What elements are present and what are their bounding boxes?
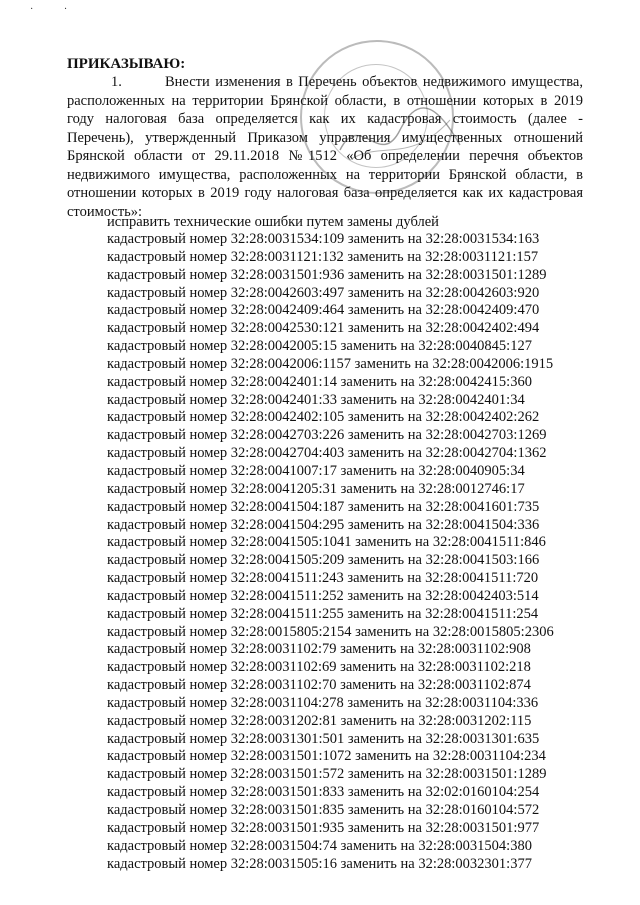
replacement-line: кадастровый номер 32:28:0042005:15 заменить на 32:28:0040845:127 (107, 338, 532, 355)
replacement-line: кадастровый номер 32:28:0042703:226 заменить на 32:28:0042703:1269 (107, 427, 547, 444)
replacement-line: кадастровый номер 32:28:0031102:70 заменить на 32:28:0031102:874 (107, 677, 531, 694)
replacement-line: кадастровый номер 32:28:0031501:935 заменить на 32:28:0031501:977 (107, 819, 540, 836)
replacement-line: кадастровый номер 32:28:0031501:1072 заменить на 32:28:0031104:234 (107, 748, 546, 765)
replacement-line: кадастровый номер 32:28:0015805:2154 заменить на 32:28:0015805:2306 (107, 623, 554, 640)
order-heading: ПРИКАЗЫВАЮ: (67, 56, 186, 72)
replacement-line: кадастровый номер 32:28:0041511:243 заменить на 32:28:0041511:720 (107, 570, 539, 587)
paragraph-text: Внести изменения в Перечень объектов недвижимого имущества, расположенных на территории Брянской области, в отношении которых в 2019 году налоговая база определяется как их кадастровая стоимость (далее - Перечень), утвержденный Приказом управления имущественных отношений Брянской области от 29.11.2018 №1512 «Об определении перечня объектов недвижимого имущества, расположенных на территории Брянской области, в отношении которых в 2019 году налоговая база определяется как их кадастровая стоимость»: (67, 74, 583, 220)
replacement-line: кадастровый номер 32:28:0031534:109 заменить на 32:28:0031534:163 (107, 231, 540, 247)
replacement-line: кадастровый номер 32:28:0031501:572 заменить на 32:28:0031501:1289 (107, 766, 547, 783)
replacement-line: кадастровый номер 32:28:0031301:501 заменить на 32:28:0031301:635 (107, 730, 540, 747)
replacement-line: кадастровый номер 32:28:0042409:464 заменить на 32:28:0042409:470 (107, 302, 540, 319)
replacement-line: кадастровый номер 32:28:0041205:31 заменить на 32:28:0012746:17 (107, 480, 525, 497)
instruction-line: исправить технические ошибки путем замены дублей (107, 214, 439, 230)
replacement-line: кадастровый номер 32:28:0042603:497 заменить на 32:28:0042603:920 (107, 284, 540, 301)
replacement-line: кадастровый номер 32:28:0031501:833 заменить на 32:02:0160104:254 (107, 784, 540, 801)
replacement-line: кадастровый номер 32:28:0042530:121 заменить на 32:28:0042402:494 (107, 320, 540, 337)
replacement-line: кадастровый номер 32:28:0042401:33 заменить на 32:28:0042401:34 (107, 391, 525, 408)
replacement-line: кадастровый номер 32:28:0041504:295 заменить на 32:28:0041504:336 (107, 516, 540, 533)
replacement-line: кадастровый номер 32:28:0031202:81 заменить на 32:28:0031202:115 (107, 712, 532, 729)
replacement-line: кадастровый номер 32:28:0031104:278 заменить на 32:28:0031104:336 (107, 694, 539, 711)
replacement-line: кадастровый номер 32:28:0042704:403 заменить на 32:28:0042704:1362 (107, 445, 547, 462)
replacement-line: кадастровый номер 32:28:0042006:1157 заменить на 32:28:0042006:1915 (107, 355, 554, 372)
replacement-line: кадастровый номер 32:28:0042401:14 заменить на 32:28:0042415:360 (107, 373, 532, 390)
replacement-line: кадастровый номер 32:28:0042402:105 заменить на 32:28:0042402:262 (107, 409, 540, 426)
replacement-line: кадастровый номер 32:28:0031501:936 заменить на 32:28:0031501:1289 (107, 266, 547, 283)
replacement-line: кадастровый номер 32:28:0031102:79 заменить на 32:28:0031102:908 (107, 641, 531, 658)
paragraph-number: 1. (111, 74, 122, 90)
replacement-line: кадастровый номер 32:28:0041007:17 заменить на 32:28:0040905:34 (107, 462, 525, 479)
replacement-line: кадастровый номер 32:28:0031501:835 заменить на 32:28:0160104:572 (107, 802, 540, 818)
replacement-line: кадастровый номер 32:28:0031504:74 заменить на 32:28:0031504:380 (107, 837, 532, 854)
replacement-line: кадастровый номер 32:28:0031505:16 заменить на 32:28:0032301:377 (107, 855, 532, 872)
replacement-line: кадастровый номер 32:28:0041511:255 заменить на 32:28:0041511:254 (107, 605, 539, 622)
replacement-line: кадастровый номер 32:28:0031102:69 заменить на 32:28:0031102:218 (107, 659, 531, 676)
replacement-line: кадастровый номер 32:28:0041505:209 заменить на 32:28:0041503:166 (107, 552, 540, 569)
replacement-line: кадастровый номер 32:28:0041504:187 заменить на 32:28:0041601:735 (107, 498, 540, 515)
replacement-line: кадастровый номер 32:28:0041505:1041 заменить на 32:28:0041511:846 (107, 534, 546, 551)
replacement-list (107, 231, 554, 873)
order-paragraph (67, 73, 583, 221)
replacement-line: кадастровый номер 32:28:0031121:132 заменить на 32:28:0031121:157 (107, 248, 539, 265)
replacement-line: кадастровый номер 32:28:0041511:252 заменить на 32:28:0042403:514 (107, 587, 539, 604)
scan-marks: · · (30, 4, 82, 15)
